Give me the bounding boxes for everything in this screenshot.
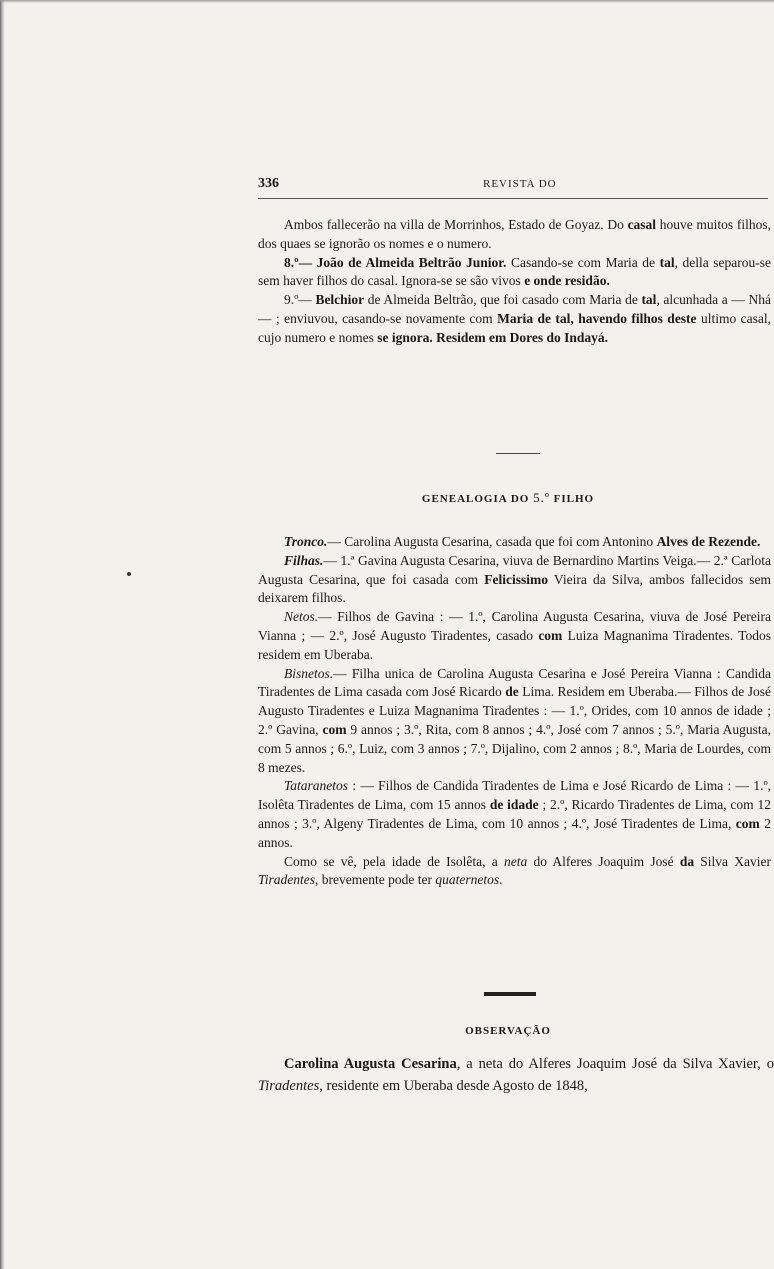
text-run: tal: [659, 254, 675, 270]
page-number: 336: [258, 176, 279, 191]
paragraph: [258, 291, 771, 347]
section-title-prefix: GENEALOGIA DO: [421, 493, 534, 505]
header-rule: [258, 198, 768, 199]
margin-speck: [127, 572, 131, 576]
text-run: tal: [641, 292, 657, 308]
text-run: , brevemente pode ter: [315, 872, 436, 888]
text-run: Netos.: [284, 609, 319, 625]
text-run: houve muitos filhos, dos quaes se ignorão os nomes e o numero.: [258, 217, 772, 251]
text-run: Alves de Rezende.: [656, 534, 761, 549]
paragraph-conclusion: [258, 853, 771, 891]
text-run: da: [679, 853, 695, 869]
text-run: 9 annos ; 3.º, Rita, com 8 annos ; 4.º, José com 7 annos ; 5.º, Maria Augusta, com 5 annos ; 6.º, Luiz, com 3 annos ; 7.º, Dijalino, com 2 annos ; 8.º, Maria de Lourdes, com 8 mezes.: [258, 721, 771, 775]
text-run: ; 2.º, Ricardo Tiradentes de Lima, com 12 annos ; 3.º, Algeny Tiradentes de Lima, com 10 annos ; 4.º, José Tiradentes de Lima,: [258, 797, 771, 831]
text-run: Lima. Residem em Uberaba.— Filhos de José Augusto Tiradentes e Luiza Magnanima Tiradentes : — 1.º, Orides, com 10 annos de idade ; 2.º Gavina,: [258, 684, 771, 737]
paragraph-tronco: [258, 533, 771, 552]
text-run: neta: [503, 853, 528, 869]
running-title: REVISTA DO: [483, 178, 557, 190]
section-title-number: 5.º: [533, 490, 550, 505]
text-run: com: [538, 627, 563, 643]
text-run: Belchior: [315, 292, 365, 308]
scan-edge-top: [0, 0, 774, 3]
text-run: e onde residão.: [524, 273, 610, 289]
text-block-genealogy: [258, 533, 771, 890]
text-run: Bisnetos.: [284, 665, 334, 681]
text-run: .: [499, 872, 503, 888]
paragraph-filhas: [258, 552, 771, 608]
text-run: Tiradentes: [258, 872, 316, 888]
text-run: — Carolina Augusta Cesarina, casada que foi com Antonino: [327, 534, 657, 549]
text-run: do Alferes Joaquim José: [527, 853, 680, 869]
text-run: — Filhos de Gavina : — 1.º, Carolina Augusta Cesarina, viuva de José Pereira Vianna ; — 2.º, José Augusto Tiradentes, casado: [258, 609, 771, 643]
thick-divider: [484, 992, 536, 996]
text-run: com: [735, 815, 760, 831]
text-run: de Almeida Beltrão, que foi casado com Maria de: [364, 292, 642, 308]
text-run: : — Filhos de Candida Tiradentes de Lima e José Ricardo de Lima : — 1.º, Isolêta Tiradentes de Lima, com 15 annos: [258, 778, 771, 813]
text-run: Como se vê, pela idade de Isolêta, a: [284, 853, 504, 869]
text-run: Carolina Augusta Cesarina: [284, 1056, 457, 1072]
text-run: — Filha unica de Carolina Augusta Cesarina e José Pereira Vianna : Candida Tiradentes de Lima casada com José Ricardo: [258, 665, 771, 700]
text-run: Tiradentes: [258, 1078, 320, 1094]
page-header: [258, 176, 768, 200]
paragraph-netos: [258, 608, 771, 664]
text-run: de: [505, 684, 519, 700]
paragraph: [258, 216, 771, 254]
text-run: Vieira da Silva, ambos fallecidos sem deixarem filhos.: [258, 571, 771, 606]
scan-edge: [0, 0, 5, 1269]
text-run: Silva Xavier: [694, 853, 772, 869]
text-run: de idade: [489, 797, 539, 813]
section-title-suffix: FILHO: [549, 493, 595, 505]
text-run: com: [322, 721, 347, 737]
text-run: quaternetos: [435, 872, 500, 888]
text-run: casal: [627, 217, 657, 232]
paragraph: [258, 1053, 774, 1097]
text-run: , residente em Uberaba desde Agosto de 1848,: [319, 1078, 588, 1094]
text-block-top: [258, 216, 771, 348]
paragraph: [258, 254, 771, 292]
text-run: — 1.ª Gavina Augusta Cesarina, viuva de Bernardino Martins Veiga.— 2.ª Carlota Augusta Cesarina, que foi casada com: [258, 552, 771, 587]
text-run: Ambos fallecerão na villa de Morrinhos, Estado de Goyaz. Do: [284, 217, 628, 232]
text-run: , alcunhada a — Nhá — ; enviuvou, casando-se novamente com: [258, 292, 772, 326]
paragraph-bisnetos: [258, 665, 771, 778]
text-run: 2 annos.: [258, 815, 771, 850]
section-divider: [496, 453, 540, 454]
text-run: , a neta do Alferes Joaquim José da Silva Xavier, o: [456, 1056, 774, 1072]
text-run: Filhas.: [284, 552, 324, 568]
text-run: Tronco.: [284, 534, 328, 549]
section-title: [258, 490, 758, 506]
text-run: se ignora. Residem em Dores do Indayá.: [377, 329, 608, 345]
text-run: 8.º— João de Almeida Beltrão Junior.: [284, 254, 507, 270]
text-run: Tataranetos: [284, 778, 349, 794]
text-run: Luiza Magnanima Tiradentes. Todos residem em Uberaba.: [258, 627, 772, 662]
text-run: Maria de tal, havendo filhos deste: [497, 310, 697, 326]
text-run: Casando-se com Maria de: [506, 254, 660, 270]
text-run: , della separou-se sem haver filhos do casal. Ignora-se se são vivos: [258, 254, 771, 289]
text-block-observation: [258, 1053, 774, 1097]
observation-title: OBSERVAÇÃO: [465, 1025, 551, 1037]
text-run: ultimo casal, cujo numero e nomes: [258, 310, 772, 345]
text-run: 9.º—: [284, 292, 316, 308]
text-run: Felicissimo: [484, 571, 549, 587]
paragraph-tataranetos: [258, 777, 771, 852]
